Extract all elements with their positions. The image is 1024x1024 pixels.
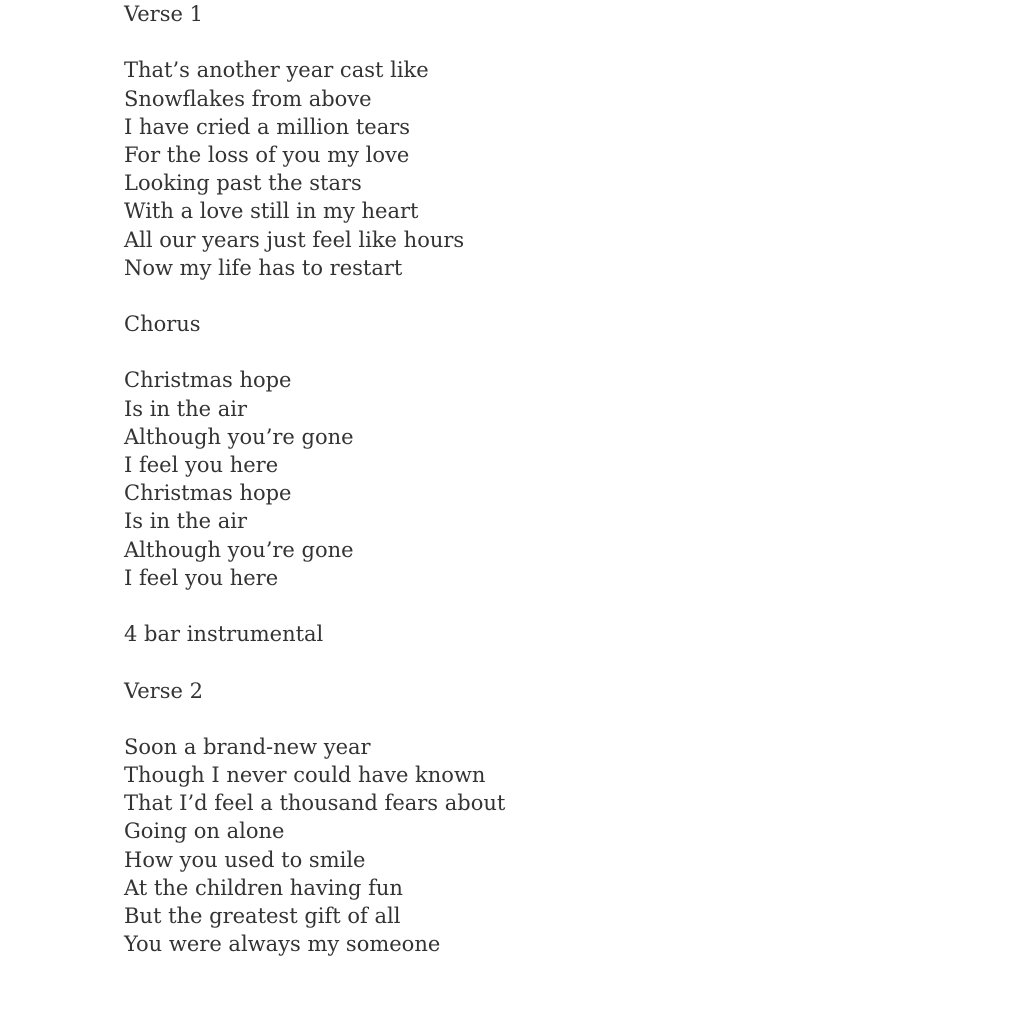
chorus-line: Christmas hope <box>124 481 292 506</box>
verse-1-line: That’s another year cast like <box>124 58 429 83</box>
chorus-line: Although you’re gone <box>124 424 354 449</box>
chorus-line: I feel you here <box>124 565 279 590</box>
spacer <box>124 28 984 56</box>
verse-2-line: That I’d feel a thousand fears about <box>124 791 506 816</box>
chorus-line: Christmas hope <box>124 368 292 393</box>
verse-2-line: How you used to smile <box>124 847 366 872</box>
spacer <box>124 282 984 310</box>
verse-2-line: But the greatest gift of all <box>124 904 401 928</box>
verse-2-line: You were always my someone <box>124 932 441 957</box>
chorus-line: I feel you here <box>124 453 279 477</box>
verse-2-line: Going on alone <box>124 819 285 844</box>
verse-1-line: Looking past the stars <box>124 171 362 196</box>
spacer <box>124 592 984 620</box>
lyrics-document <box>124 0 984 958</box>
verse-1-line: Now my life has to restart <box>124 255 403 280</box>
verse-2-line: Soon a brand-new year <box>124 734 371 759</box>
verse-2-line: Though I never could have known <box>124 763 486 788</box>
verse-1-line: With a love still in my heart <box>124 199 419 224</box>
verse-1-heading: Verse 1 <box>124 2 203 26</box>
verse-1-line: For the loss of you my love <box>124 142 410 167</box>
spacer <box>124 705 984 733</box>
verse-1-line: Snowflakes from above <box>124 86 372 111</box>
chorus-line: Although you’re gone <box>124 537 354 562</box>
chorus-line: Is in the air <box>124 509 248 534</box>
chorus-line: Is in the air <box>124 396 248 421</box>
spacer <box>124 338 984 366</box>
verse-1-line: All our years just feel like hours <box>124 227 465 252</box>
verse-1-line: I have cried a million tears <box>124 114 411 139</box>
verse-2-heading: Verse 2 <box>124 678 203 703</box>
chorus-heading: Chorus <box>124 312 201 337</box>
verse-2-line: At the children having fun <box>124 875 403 900</box>
instrumental-note: 4 bar instrumental <box>124 622 324 647</box>
spacer <box>124 648 984 676</box>
